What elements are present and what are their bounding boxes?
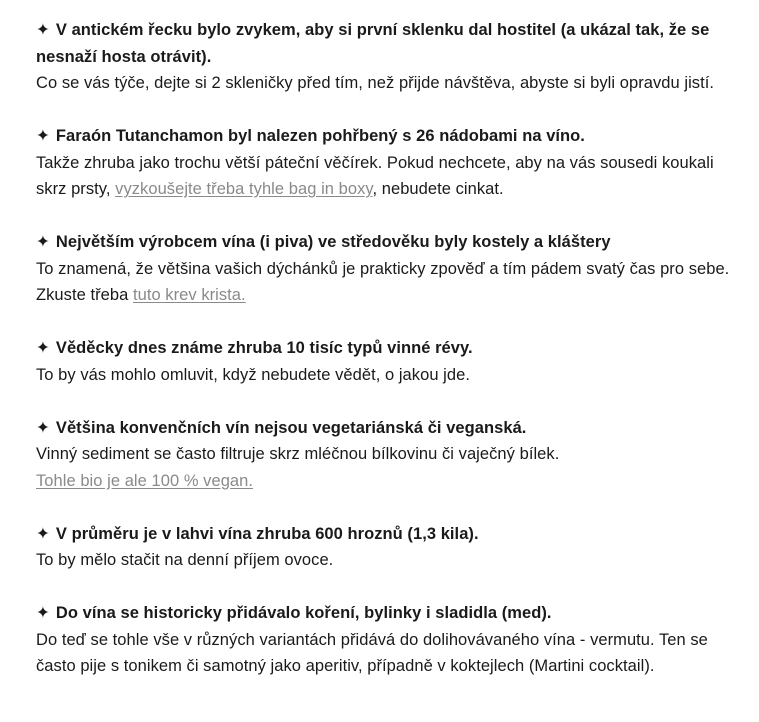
star-icon: ✦: [36, 524, 50, 543]
krev-krista-link[interactable]: tuto krev krista.: [132, 286, 246, 304]
bio-vegan-link[interactable]: Tohle bio je ale 100 % vegan.: [36, 471, 254, 490]
fact-text: To by vás mohlo omluvit, když nebudete vědět, o jakou jde.: [36, 365, 470, 384]
fact-item: [36, 335, 736, 388]
fact-item: [36, 17, 736, 97]
fact-title: ✦ Většina konvenčních vín nejsou vegetariánská či veganská.: [36, 418, 527, 437]
fact-title: ✦ Věděcky dnes známe zhruba 10 tisíc typů vinné révy.: [36, 339, 473, 357]
fact-item: [36, 600, 736, 680]
fact-title: ✦ Faraón Tutanchamon byl nalezen pohřbený s 26 nádobami na víno.: [36, 127, 585, 145]
fact-text: To znamená, že většina vašich dýchánků je prakticky zpověď a tím pádem svatý čas pro sebe. Zkuste třeba: [36, 259, 730, 304]
fact-title: ✦ V antickém řecku bylo zvykem, aby si první sklenku dal hostitel (a ukázal tak, že se nesnaží hosta otrávit).: [36, 21, 710, 66]
star-icon: ✦: [36, 21, 50, 39]
wine-facts-article: [36, 17, 736, 706]
fact-title: ✦ Největším výrobcem vína (i piva) ve středověku byly kostely a kláštery: [36, 233, 611, 251]
fact-text-after: , nebudete cinkat.: [372, 180, 504, 198]
fact-title: ✦ V průměru je v lahvi vína zhruba 600 hroznů (1,3 kila).: [36, 524, 479, 543]
fact-title: ✦ Do vína se historicky přidávalo koření, bylinky i sladidla (med).: [36, 604, 552, 622]
star-icon: ✦: [36, 339, 50, 357]
fact-text: Co se vás týče, dejte si 2 skleničky před tím, než přijde návštěva, abyste si byli opravdu jistí.: [36, 74, 714, 92]
fact-item: [36, 229, 736, 309]
fact-item: [36, 123, 736, 203]
bag-in-box-link[interactable]: vyzkoušejte třeba tyhle bag in boxy: [115, 180, 373, 198]
star-icon: ✦: [36, 604, 50, 622]
star-icon: ✦: [36, 233, 50, 251]
fact-text: Do teď se tohle vše v různých variantách přidává do dolihovávaného vína - vermutu. Ten se často pije s tonikem či samotný jako aperitiv, případně v koktejlech (Martini cocktail).: [36, 630, 708, 675]
fact-text: Vinný sediment se často filtruje skrz mléčnou bílkovinu či vaječný bílek.: [36, 445, 560, 463]
star-icon: ✦: [36, 418, 50, 437]
fact-item: [36, 521, 736, 574]
fact-text: Takže zhruba jako trochu větší páteční věčírek. Pokud nechcete, aby na vás sousedi koukali skrz prsty,: [36, 153, 714, 198]
star-icon: ✦: [36, 127, 50, 145]
fact-item: [36, 415, 736, 495]
fact-text: To by mělo stačit na denní příjem ovoce.: [36, 551, 334, 569]
